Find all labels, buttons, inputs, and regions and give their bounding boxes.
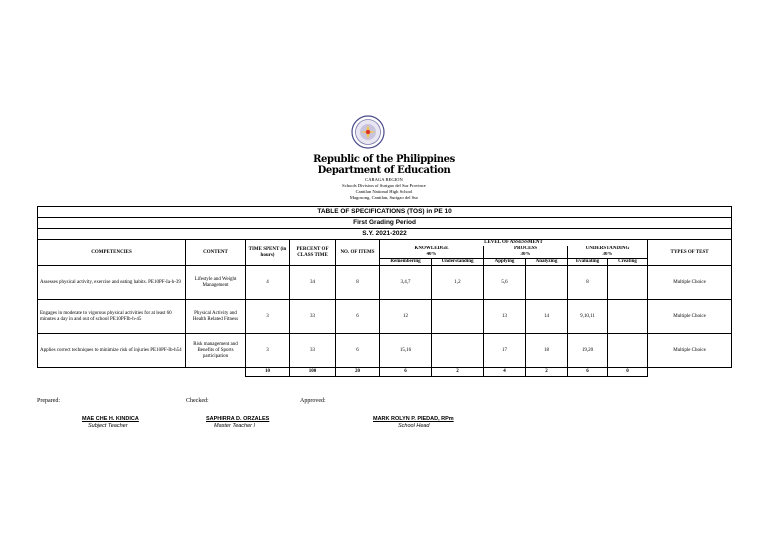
school-text: Cantilan National High School	[355, 189, 413, 194]
remembering-cell: 12	[380, 300, 432, 334]
percent-cell: 33	[290, 334, 336, 368]
table-row	[38, 266, 732, 300]
header-knowledge: KNOWLEDGE	[380, 246, 484, 252]
creating-cell	[608, 266, 648, 300]
prepared-label: Prepared:	[37, 398, 60, 404]
competency-cell: Engages in moderate to vigorous physical activities for at least 60 minutes a day in and out of school PE10PFIb-h-45	[38, 300, 186, 334]
total-creating: 0	[608, 368, 648, 377]
content-cell: Risk management and Benefits of Sports participation	[186, 334, 246, 368]
header-understanding-pct: 30%	[568, 252, 648, 259]
understanding-cell	[432, 334, 484, 368]
items-cell: 6	[336, 300, 380, 334]
total-remembering: 6	[380, 368, 432, 377]
header-knowledge-pct: 40%	[380, 252, 484, 259]
analyzing-cell: 18	[526, 334, 568, 368]
understanding-cell: 1,2	[432, 266, 484, 300]
remembering-cell: 15,16	[380, 334, 432, 368]
percent-cell: 34	[290, 266, 336, 300]
evaluating-cell: 9,10,11	[568, 300, 608, 334]
header-evaluating: Evaluating	[568, 259, 608, 266]
header-items: NO. OF ITEMS	[336, 240, 380, 266]
total-applying: 4	[484, 368, 526, 377]
total-evaluating: 6	[568, 368, 608, 377]
type-cell: Multiple Choice	[648, 300, 732, 334]
total-time: 10	[246, 368, 290, 377]
department-heading: Department of Education	[317, 165, 451, 176]
type-cell: Multiple Choice	[648, 266, 732, 300]
analyzing-cell: 14	[526, 300, 568, 334]
totals-row	[38, 368, 732, 377]
school-year: S.Y. 2021-2022	[38, 229, 732, 240]
grading-period: First Grading Period	[38, 218, 732, 229]
header-content: CONTENT	[186, 240, 246, 266]
remembering-cell: 3,4,7	[380, 266, 432, 300]
understanding-cell	[432, 300, 484, 334]
header-level: LEVEL OF ASSESSMENT	[380, 240, 648, 247]
approved-name: MARK ROLYN P. PIEDAD, RPm	[373, 416, 454, 422]
competency-cell: Applies correct techniques to minimize risk of injuries PE10PF-Ib-h54	[38, 334, 186, 368]
header-creating: Creating	[608, 259, 648, 266]
total-items: 20	[336, 368, 380, 377]
table-row	[38, 300, 732, 334]
header-process: PROCESS	[484, 246, 568, 252]
checked-label: Checked:	[186, 398, 209, 404]
region-text: CARAGA REGION	[365, 177, 403, 182]
percent-cell: 33	[290, 300, 336, 334]
checked-role: Master Teacher I	[214, 423, 256, 429]
applying-cell: 13	[484, 300, 526, 334]
analyzing-cell	[526, 266, 568, 300]
header-process-pct: 30%	[484, 252, 568, 259]
header-time-spent: TIME SPENT (in hours)	[246, 240, 290, 266]
checked-name: SAPHIRRA D. ORZALES	[206, 416, 270, 422]
prepared-name: MAE CHE H. KINDICA	[82, 416, 139, 422]
evaluating-cell: 8	[568, 266, 608, 300]
time-cell: 4	[246, 266, 290, 300]
content-cell: Physical Activity and Health Related Fitness	[186, 300, 246, 334]
creating-cell	[608, 334, 648, 368]
address-text: Magosong, Cantilan, Surigao del Sur	[349, 195, 419, 200]
prepared-role: Subject Teacher	[88, 423, 128, 429]
header-understanding-sub: Understanding	[432, 259, 484, 266]
header-percent: PERCENT OF CLASS TIME	[290, 240, 336, 266]
total-understanding: 2	[432, 368, 484, 377]
applying-cell: 5,6	[484, 266, 526, 300]
total-analyzing: 2	[526, 368, 568, 377]
time-cell: 3	[246, 300, 290, 334]
deped-seal-icon	[351, 115, 385, 149]
evaluating-cell: 19,20	[568, 334, 608, 368]
header-remembering: Remembering	[380, 259, 432, 266]
approved-role: School Head	[398, 423, 430, 429]
items-cell: 6	[336, 334, 380, 368]
competency-cell: Assesses physical activity, exercise and eating habits. PE10PF-Ia-h-39	[38, 266, 186, 300]
header-applying: Applying	[484, 259, 526, 266]
header-understanding: UNDERSTANDING	[568, 246, 648, 252]
approved-label: Approved:	[300, 398, 326, 404]
division-text: Schools Division of Surigao del Sur Province	[342, 183, 426, 188]
creating-cell	[608, 300, 648, 334]
type-cell: Multiple Choice	[648, 334, 732, 368]
tos-title: TABLE OF SPECIFICATIONS (TOS) in PE 10	[38, 207, 732, 218]
applying-cell: 17	[484, 334, 526, 368]
time-cell: 3	[246, 334, 290, 368]
table-row	[38, 334, 732, 368]
total-percent: 100	[290, 368, 336, 377]
items-cell: 8	[336, 266, 380, 300]
tos-table	[37, 206, 732, 377]
content-cell: Lifestyle and Weight Management	[186, 266, 246, 300]
header-types: TYPES OF TEST	[648, 240, 732, 266]
header-competencies: COMPETENCIES	[38, 240, 186, 266]
republic-heading: Republic of the Philippines	[313, 154, 455, 165]
header-analyzing: Analyzing	[526, 259, 568, 266]
